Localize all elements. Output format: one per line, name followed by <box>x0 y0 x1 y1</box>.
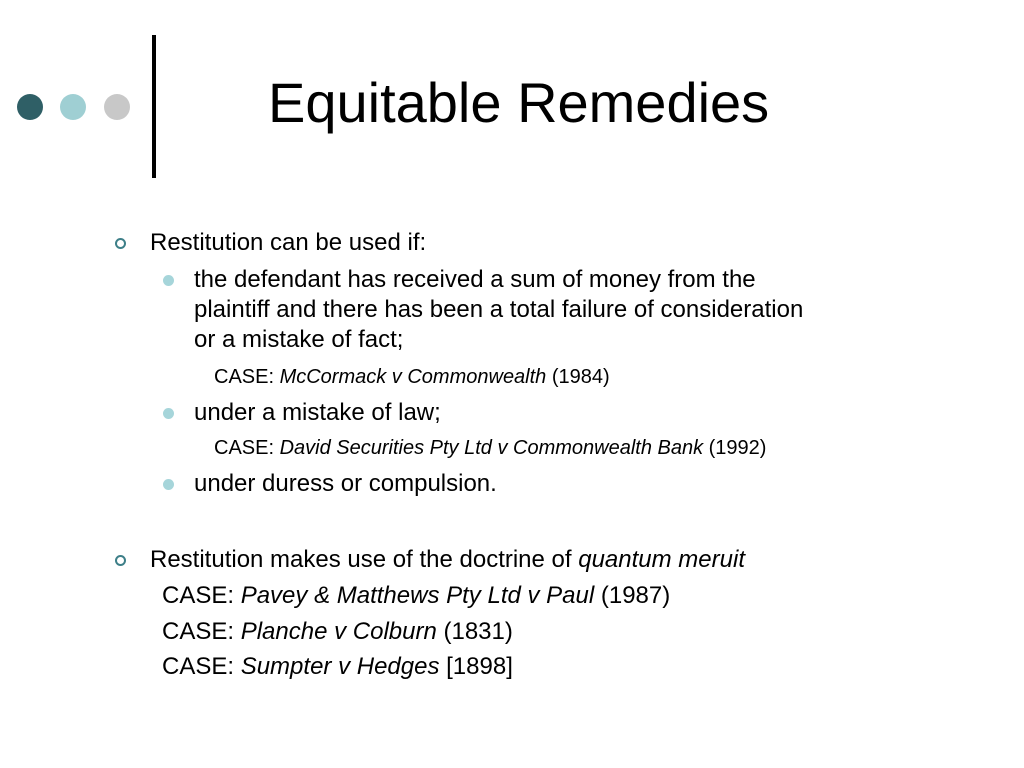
sub-bullet-line: or a mistake of fact; <box>194 326 404 353</box>
case-name: McCormack v Commonwealth <box>279 366 547 388</box>
case-citation <box>214 435 766 461</box>
bullet-text <box>150 545 745 575</box>
bullet-ring-icon <box>115 555 126 566</box>
sub-bullet-line: plaintiff and there has been a total failure of consideration <box>194 296 804 323</box>
sub-bullet-line: the defendant has received a sum of money from the <box>194 266 756 293</box>
case-name: Pavey & Matthews Pty Ltd v Paul <box>240 582 595 609</box>
case-year: [1898] <box>439 653 513 680</box>
bullet-text-main: Restitution makes use of the doctrine of <box>150 546 579 573</box>
slide-title: Equitable Remedies <box>268 71 770 134</box>
case-name: David Securities Pty Ltd v Commonwealth Bank <box>279 437 704 459</box>
sub-bullet-text: under a mistake of law; <box>194 399 441 426</box>
case-year: (1984) <box>546 366 610 388</box>
case-citation <box>162 617 513 647</box>
sub-bullet-dot-icon <box>163 408 174 419</box>
case-citation <box>214 364 610 390</box>
case-citation <box>162 652 513 682</box>
case-prefix: CASE: <box>214 366 280 388</box>
case-prefix: CASE: <box>162 618 241 645</box>
case-prefix: CASE: <box>162 653 241 680</box>
sub-bullet-dot-icon <box>163 479 174 490</box>
bullet-ring-icon <box>115 238 126 249</box>
bullet-text-italic: quantum meruit <box>578 546 745 573</box>
case-citation <box>162 581 670 611</box>
case-year: (1992) <box>703 437 767 459</box>
bullet-text: Restitution can be used if: <box>150 229 427 256</box>
case-year: (1831) <box>436 618 513 645</box>
case-name: Planche v Colburn <box>240 618 437 645</box>
case-year: (1987) <box>594 582 671 609</box>
case-name: Sumpter v Hedges <box>240 653 440 680</box>
sub-bullet-text: under duress or compulsion. <box>194 470 497 497</box>
sub-bullet-text <box>194 265 934 355</box>
case-prefix: CASE: <box>214 437 280 459</box>
sub-bullet-dot-icon <box>163 275 174 286</box>
case-prefix: CASE: <box>162 582 241 609</box>
